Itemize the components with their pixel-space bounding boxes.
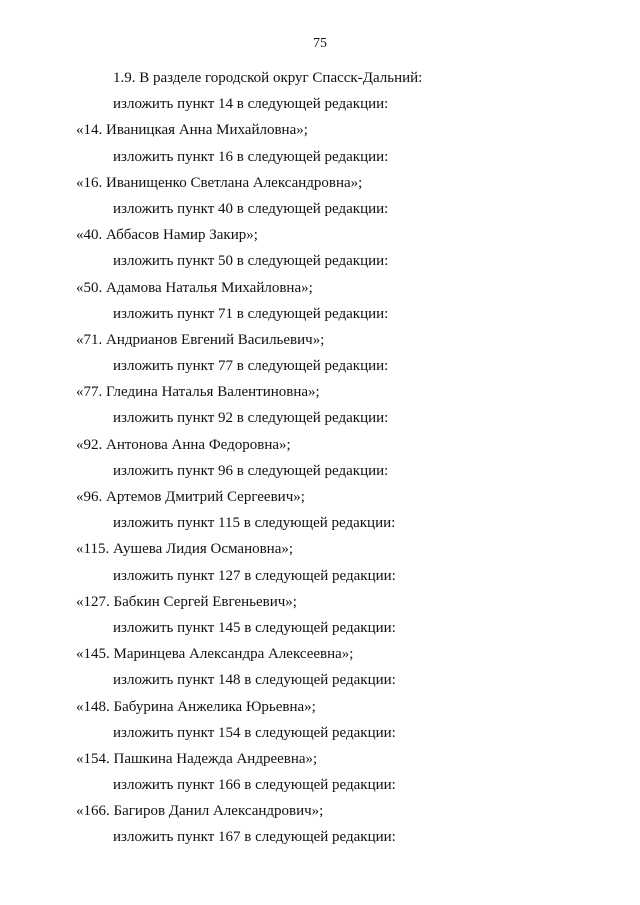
amendment-instruction: изложить пункт 14 в следующей редакции: (113, 96, 389, 113)
amendment-instruction: изложить пункт 92 в следующей редакции: (113, 410, 389, 427)
amendment-instruction: изложить пункт 16 в следующей редакции: (113, 148, 389, 165)
amendment-instruction: изложить пункт 145 в следующей редакции: (113, 619, 396, 636)
amendment-instruction: изложить пункт 96 в следующей редакции: (113, 462, 389, 479)
amendment-instruction: изложить пункт 71 в следующей редакции: (113, 305, 389, 322)
amendment-text: «148. Бабурина Анжелика Юрьевна»; (76, 698, 316, 715)
amendment-text: «71. Андрианов Евгений Васильевич»; (76, 331, 325, 348)
amendment-text: «154. Пашкина Надежда Андреевна»; (76, 750, 318, 767)
amendment-text: «77. Гледина Наталья Валентиновна»; (76, 384, 320, 401)
amendment-list (0, 94, 640, 827)
amendment-instruction: изложить пункт 154 в следующей редакции: (113, 724, 396, 741)
amendment-instruction: изложить пункт 77 в следующей редакции: (113, 358, 389, 375)
amendment-instruction: изложить пункт 166 в следующей редакции: (113, 777, 396, 794)
section-heading: 1.9. В разделе городской округ Спасск-Дальний: (113, 70, 423, 86)
amendment-text: «40. Аббасов Намир Закир»; (76, 227, 258, 244)
amendment-text: «14. Иваницкая Анна Михайловна»; (76, 122, 308, 139)
amendment-text: «145. Маринцева Александра Алексеевна»; (76, 646, 354, 663)
amendment-instruction: изложить пункт 127 в следующей редакции: (113, 567, 396, 584)
amendment-text: «50. Адамова Наталья Михайловна»; (76, 279, 313, 296)
amendment-instruction: изложить пункт 50 в следующей редакции: (113, 253, 389, 270)
amendment-text: «96. Артемов Дмитрий Сергеевич»; (76, 489, 305, 505)
amendment-instruction: изложить пункт 148 в следующей редакции: (113, 672, 396, 689)
amendment-text: «16. Иванищенко Светлана Александровна»; (76, 174, 363, 191)
amendment-instruction: изложить пункт 115 в следующей редакции: (113, 515, 396, 532)
amendment-instruction: изложить пункт 40 в следующей редакции: (113, 200, 389, 217)
amendment-text: «115. Аушева Лидия Османовна»; (76, 541, 294, 558)
amendment-instruction: изложить пункт 167 в следующей редакции: (113, 829, 396, 846)
page-number: 75 (313, 36, 327, 51)
amendment-text: «127. Бабкин Сергей Евгеньевич»; (76, 593, 297, 610)
amendment-text: «166. Багиров Данил Александрович»; (76, 803, 324, 820)
amendment-text: «92. Антонова Анна Федоровна»; (76, 436, 291, 453)
document-body (0, 68, 640, 854)
